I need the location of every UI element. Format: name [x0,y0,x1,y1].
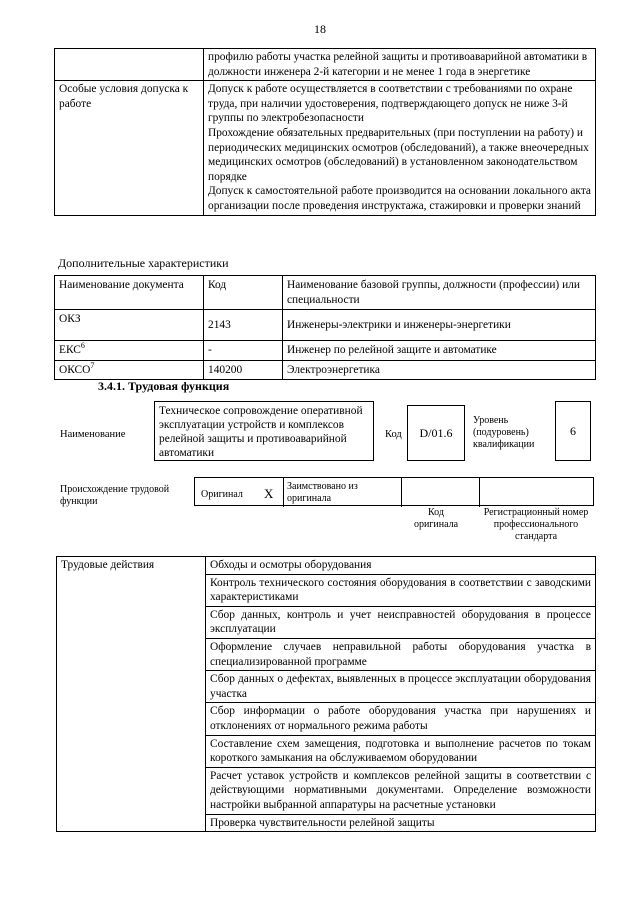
table-cell [55,341,204,361]
code-label: Код [385,429,402,440]
table-cell [55,360,204,380]
conditions-table [54,48,596,216]
table-cell [55,310,204,341]
table-row [55,81,596,215]
header-cell: Код [204,276,283,310]
table-row [55,341,596,361]
labor-action-item: Составление схем замещения, подготовка и выполнение расчетов по токам короткого замыкания на обслуживаемом оборудовании [206,735,596,767]
level-label: Уровень (подуровень) квалификации [473,415,535,450]
paragraph: Допуск к работе осуществляется в соответствии с требованиями по охране труда, при наличии удостоверения, подтверждающего допуск не ниже 3-й группы по электробезопасности [208,83,573,125]
table-cell: Инженер по релейной защите и автоматике [283,341,596,361]
footnote-ref: 6 [80,341,85,351]
table-header-row [55,276,596,310]
footnote-ref: 7 [90,360,95,370]
table-cell [55,49,204,81]
additional-title: Дополнительные характеристики [58,256,229,270]
name-label: Наименование [60,429,126,440]
labor-action-item: Сбор информации о работе оборудования участка при нарушениях и отклонениях от нормального режима работы [206,703,596,735]
page-number: 18 [314,22,326,36]
section-title: 3.4.1. Трудовая функция [98,379,230,393]
labor-action-item: Контроль технического состояния оборудования в соответствии с заводскими характеристиками [206,574,596,606]
labor-actions-label: Трудовые действия [57,557,206,832]
paragraph: Прохождение обязательных предварительных (при поступлении на работу) и периодических медицинских осмотров (обследований), а также внеочередных медицинских осмотров (обследований) в установленном законодательством порядке [208,126,589,183]
function-code-box: D/01.6 [407,405,465,461]
doc-name: ЕКС [59,344,81,357]
table-cell: - [204,341,283,361]
labor-action-item: Обходы и осмотры оборудования [206,557,596,575]
doc-name: ОКЗ [59,313,81,326]
table-cell: 140200 [204,360,283,380]
header-cell: Наименование документа [55,276,204,310]
original-label: Оригинал [201,489,243,500]
original-mark: X [264,486,274,501]
header-cell: Наименование базовой группы, должности (профессии) или специальности [283,276,596,310]
paragraph: Допуск к самостоятельной работе производится на основании локального акта организации после проведения инструктажа, стажировки и проверки знаний [208,185,591,212]
table-row [55,360,596,380]
table-cell: Инженеры-электрики и инженеры-энергетики [283,310,596,341]
special-conditions-label: Особые условия допуска к работе [55,81,204,215]
level-box: 6 [555,401,591,461]
doc-name: ОКСО [59,363,91,376]
table-cell: профилю работы участка релейной защиты и противоаварийной автоматики в должности инженера 2-й категории и не менее 1 года в энергетике [204,49,596,81]
table-cell: Электроэнергетика [283,360,596,380]
labor-action-item: Проверка чувствительности релейной защиты [206,814,596,832]
table-row [57,557,596,575]
special-conditions-value [204,81,596,215]
origin-label: Происхождение трудовой функции [60,484,170,507]
labor-actions-table [56,556,596,832]
table-cell: 2143 [204,310,283,341]
code-original-label: Код оригинала [413,507,459,530]
labor-action-item: Сбор данных о дефектах, выявленных в процессе эксплуатации оборудования участка [206,671,596,703]
labor-action-item: Оформление случаев неправильной работы оборудования участка в специализированной программе [206,638,596,670]
borrowed-label: Заимствовано из оригинала [287,481,358,504]
labor-action-item: Расчет уставок устройств и комплексов релейной защиты в соответствии с действующими нормативными документами. Определение возможности настройки выбранной аппаратуры на расчетные установки [206,767,596,814]
reg-number-label: Регистрационный номер профессионального стандарта [483,507,589,542]
divider [479,478,480,507]
labor-action-item: Сбор данных, контроль и учет неисправностей оборудования в процессе эксплуатации [206,606,596,638]
function-name-box: Техническое сопровождение оперативной эксплуатации устройств и комплексов релейной защиты и противоаварийной автоматики [154,401,374,461]
table-row [55,310,596,341]
additional-table [54,275,596,380]
divider [283,478,284,507]
divider [401,478,402,507]
table-row [55,49,596,81]
